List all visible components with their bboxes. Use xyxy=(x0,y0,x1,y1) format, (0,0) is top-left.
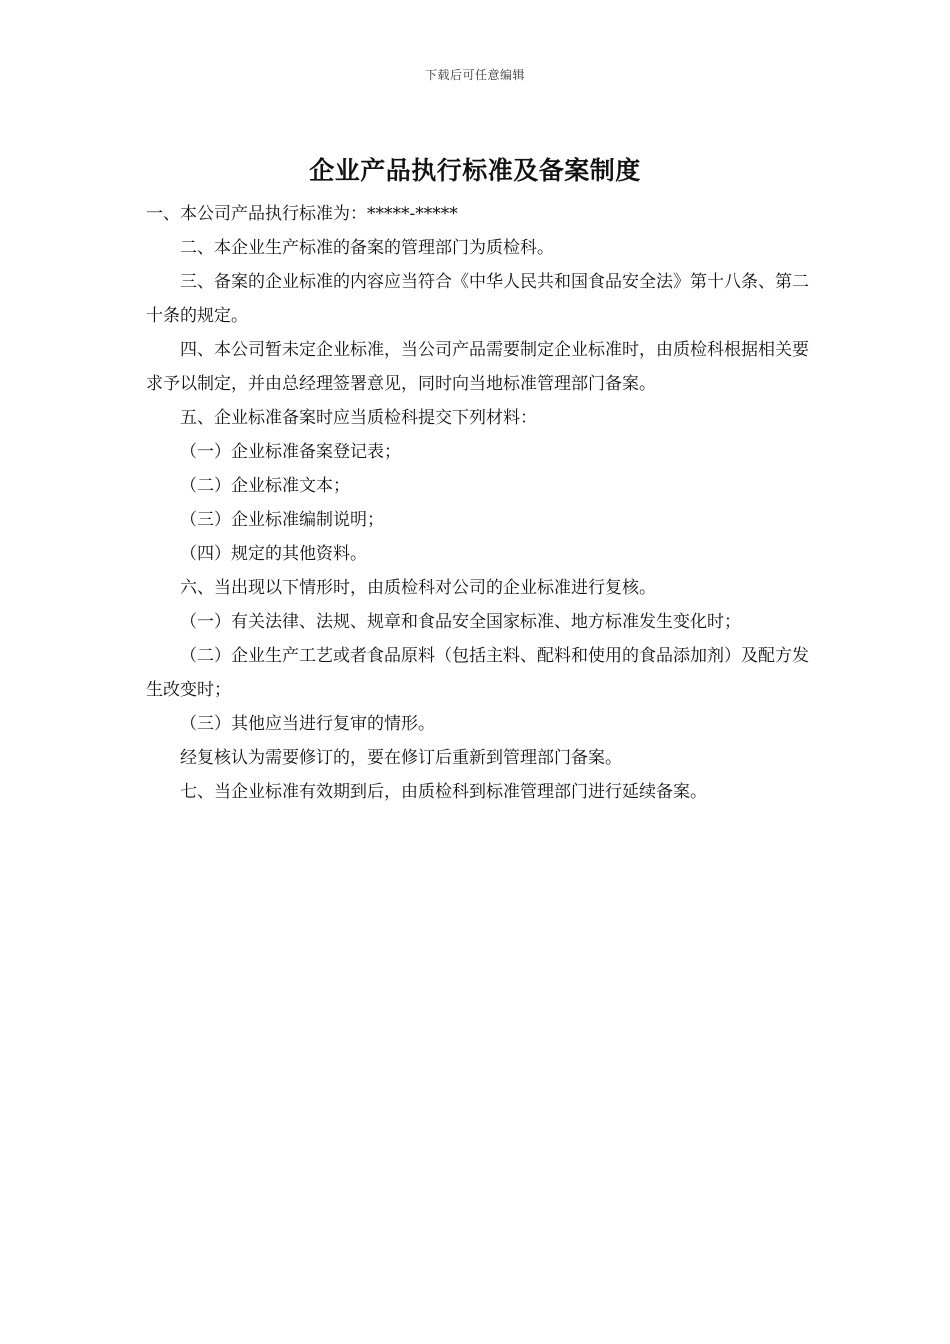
list-item-5-2: （二）企业标准文本； xyxy=(180,476,350,496)
paragraph-6: 六、当出现以下情形时，由质检科对公司的企业标准进行复核。 xyxy=(180,578,656,598)
document-title: 企业产品执行标准及备案制度 xyxy=(309,156,641,185)
paragraph-revision: 经复核认为需要修订的，要在修订后重新到管理部门备案。 xyxy=(180,748,622,768)
paragraph-1: 一、本公司产品执行标准为：*****-***** xyxy=(146,204,458,224)
document-body xyxy=(146,197,810,809)
list-item-6-2: （二）企业生产工艺或者食品原料（包括主料、配料和使用的食品添加剂）及配方发生改变时； xyxy=(146,646,809,700)
list-item-6-3: （三）其他应当进行复审的情形。 xyxy=(180,714,435,734)
list-item-5-4: （四）规定的其他资料。 xyxy=(180,544,367,564)
list-item-5-1: （一）企业标准备案登记表； xyxy=(180,442,401,462)
paragraph-4: 四、本公司暂未定企业标准，当公司产品需要制定企业标准时，由质检科根据相关要求予以制定，并由总经理签署意见，同时向当地标准管理部门备案。 xyxy=(146,340,809,394)
list-item-6-1: （一）有关法律、法规、规章和食品安全国家标准、地方标准发生变化时； xyxy=(180,612,741,632)
header-note: 下载后可任意编辑 xyxy=(424,68,525,82)
paragraph-5: 五、企业标准备案时应当质检科提交下列材料： xyxy=(180,408,537,428)
paragraph-7: 七、当企业标准有效期到后，由质检科到标准管理部门进行延续备案。 xyxy=(180,782,707,802)
paragraph-3: 三、备案的企业标准的内容应当符合《中华人民共和国食品安全法》第十八条、第二十条的规定。 xyxy=(146,272,809,326)
list-item-5-3: （三）企业标准编制说明； xyxy=(180,510,384,530)
paragraph-2: 二、本企业生产标准的备案的管理部门为质检科。 xyxy=(180,238,554,258)
